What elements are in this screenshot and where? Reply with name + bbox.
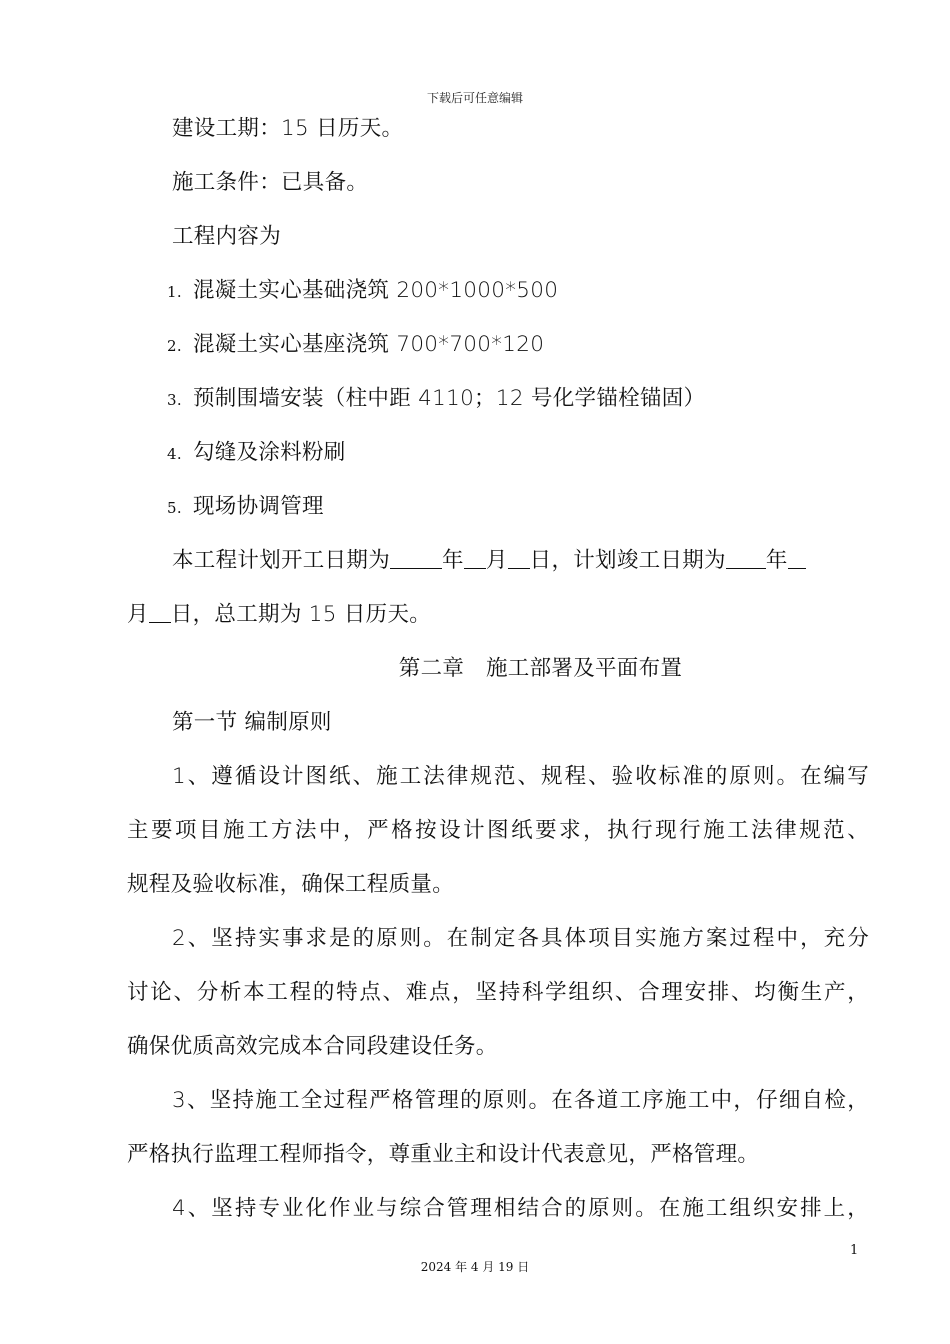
content-intro-line: 工程内容为 [172, 224, 282, 249]
principle-1-line-3: 规程及验收标准，确保工程质量。 [127, 872, 455, 897]
list-text: 勾缝及涂料粉刷 [193, 440, 346, 465]
list-item [127, 264, 869, 318]
start-day-blank [508, 548, 530, 569]
list-text: 混凝土实心基座浇筑 700*700*120 [193, 332, 545, 357]
list-number: 3. [167, 391, 182, 409]
schedule-text: 日，总工期为 15 日历天。 [170, 602, 432, 627]
start-month-blank [464, 548, 486, 569]
end-year-blank [726, 548, 766, 569]
list-item [127, 426, 869, 480]
schedule-line-2 [127, 588, 869, 642]
document-body [127, 102, 869, 1236]
conditions-line: 施工条件：已具备。 [172, 170, 369, 195]
list-number: 2. [167, 337, 182, 355]
section-title: 第一节 编制原则 [172, 710, 332, 735]
schedule-text: 年 [442, 548, 464, 573]
principle-1-line-2: 主要项目施工方法中，严格按设计图纸要求，执行现行施工法律规范、 [127, 818, 869, 843]
list-item [127, 318, 869, 372]
page-number: 1 [850, 1243, 859, 1258]
end-day-blank [149, 602, 171, 623]
schedule-text: 日，计划竣工日期为 [529, 548, 726, 573]
principle-3-line-1: 3、坚持施工全过程严格管理的原则。在各道工序施工中，仔细自检， [172, 1088, 869, 1113]
list-text: 预制围墙安装（柱中距 4110；12 号化学锚栓锚固） [193, 386, 706, 411]
principle-3-line-2: 严格执行监理工程师指令，尊重业主和设计代表意见，严格管理。 [127, 1142, 760, 1167]
principle-4-line-1: 4、坚持专业化作业与综合管理相结合的原则。在施工组织安排上， [172, 1196, 869, 1221]
list-number: 4. [167, 445, 182, 463]
list-text: 混凝土实心基础浇筑 200*1000*500 [193, 278, 559, 303]
list-number: 1. [167, 283, 182, 301]
list-text: 现场协调管理 [193, 494, 324, 519]
principle-2-line-3: 确保优质高效完成本合同段建设任务。 [127, 1034, 498, 1059]
start-year-blank [390, 548, 442, 569]
schedule-line-1 [127, 534, 869, 588]
list-number: 5. [167, 499, 182, 517]
list-item [127, 480, 869, 534]
schedule-text: 月 [485, 548, 508, 573]
principle-2-line-1: 2、坚持实事求是的原则。在制定各具体项目实施方案过程中，充分 [172, 926, 869, 951]
duration-line: 建设工期：15 日历天。 [172, 116, 404, 141]
page-header: 下载后可任意编辑 [426, 91, 523, 105]
end-month-blank-start [788, 548, 806, 569]
chapter-title: 第二章 施工部署及平面布置 [398, 656, 683, 681]
schedule-text: 年 [765, 548, 788, 573]
schedule-text: 月 [127, 602, 149, 627]
footer-date: 2024 年 4 月 19 日 [420, 1260, 530, 1274]
principle-2-line-2: 讨论、分析本工程的特点、难点，坚持科学组织、合理安排、均衡生产， [127, 980, 869, 1005]
schedule-text: 本工程计划开工日期为 [172, 548, 391, 573]
list-item [127, 372, 869, 426]
principle-1-line-1: 1、遵循设计图纸、施工法律规范、规程、验收标准的原则。在编写 [172, 764, 869, 789]
